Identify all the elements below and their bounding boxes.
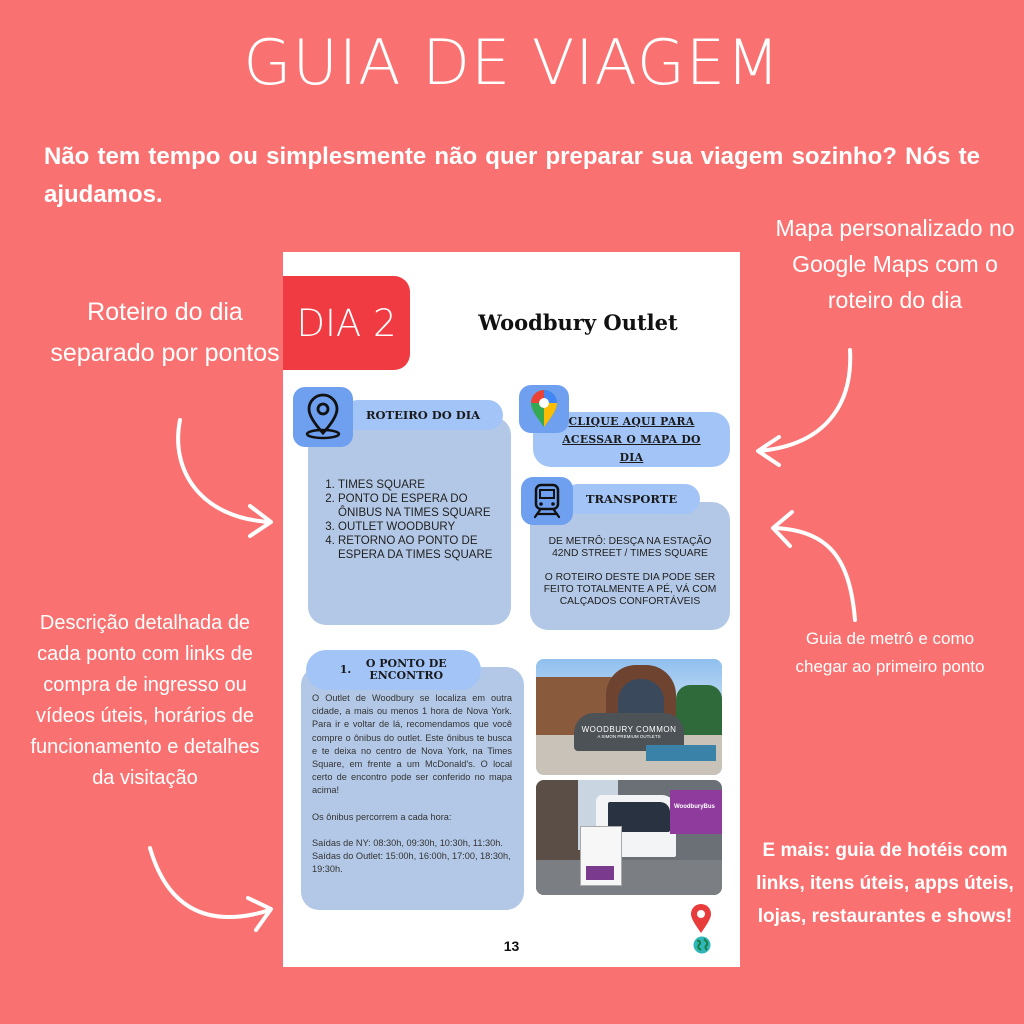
day-tab: DIA 2 (283, 276, 410, 370)
ponto-number: 1. (339, 663, 352, 676)
map-pin-icon (690, 904, 712, 939)
list-item: 1. TIMES SQUARE (338, 478, 510, 492)
transporte-text-1: DE METRÔ: DESÇA NA ESTAÇÃO 42ND STREET / TIMES SQUARE (548, 536, 712, 559)
ponto-title: O PONTO DE ENCONTRO (365, 657, 447, 682)
bus-photo (536, 780, 722, 895)
arrow-icon (760, 500, 870, 630)
roteiro-header: ROTEIRO DO DIA (343, 400, 503, 430)
arrow-icon (140, 840, 290, 950)
page-title: GUIA DE VIAGEM (243, 26, 781, 99)
transporte-header: TRANSPORTE (563, 484, 700, 514)
arrow-icon (150, 410, 290, 550)
note-descricao: Descrição detalhada de cada ponto com links de compra de ingresso ou vídeos úteis, horários de funcionamento e detalhes da visitação (30, 612, 260, 789)
note-mapa: Mapa personalizado no Google Maps com o roteiro do dia (775, 215, 1015, 313)
ponto-paragraph: O Outlet de Woodbury se localiza em outra cidade, a mais ou menos 1 hora de Nova York. Para ir e voltar de lá, recomendamos que você compre o ônibus do outlet. Este ônibus te busca e te deixa no centro de Nova York, na Times Square, em frente a um McDonald's. O local certo de encontro pode ser conferido no mapa acima! (312, 693, 512, 796)
list-item: 4. RETORNO AO PONTO DE ESPERA DA TIMES SQUARE (338, 534, 510, 562)
ponto-paragraph: Saídas de NY: 08:30h, 09:30h, 10:30h, 11:30h. (312, 837, 503, 848)
photo-sign-subtext: A SIMON PREMIUM OUTLETS (597, 734, 661, 739)
place-title: Woodbury Outlet (478, 310, 678, 335)
location-pin-icon (293, 387, 353, 447)
list-item: 3. OUTLET WOODBURY (338, 520, 510, 534)
ponto-paragraph: Saídas do Outlet: 15:00h, 16:00h, 17:00, 18:30h, 19:30h. (312, 851, 511, 875)
guide-page (283, 252, 740, 967)
globe-icon (693, 936, 711, 959)
list-item: 2. PONTO DE ESPERA DO ÔNIBUS NA TIMES SQUARE (338, 492, 510, 520)
train-icon (521, 477, 573, 525)
ponto-paragraph: Os ônibus percorrem a cada hora: (312, 811, 452, 822)
roteiro-list (320, 478, 510, 562)
note-metro: Guia de metrô e como chegar ao primeiro ponto (795, 629, 985, 676)
ponto-description (312, 692, 512, 876)
ponto-header (306, 650, 481, 690)
photo-sign-text: WOODBURY COMMON (581, 725, 677, 734)
transporte-text-2: O ROTEIRO DESTE DIA PODE SER FEITO TOTALMENTE A PÉ, VÁ COM CALÇADOS CONFORTÁVEIS (543, 572, 717, 607)
page-subtitle: Não tem tempo ou simplesmente não quer preparar sua viagem sozinho? Nós te ajudamos. (44, 143, 980, 208)
note-roteiro: Roteiro do dia separado por pontos (50, 298, 280, 367)
google-maps-icon (519, 385, 569, 433)
woodbury-photo (536, 659, 722, 775)
map-link-label[interactable]: CLIQUE AQUI PARA ACESSAR O MAPA DO DIA (562, 414, 701, 464)
arrow-icon (745, 345, 865, 475)
bus-sign-text: WoodburyBus (674, 804, 715, 810)
note-emais: E mais: guia de hotéis com links, itens úteis, apps úteis, lojas, restaurantes e shows! (756, 840, 1014, 927)
page-number: 13 (503, 938, 520, 954)
